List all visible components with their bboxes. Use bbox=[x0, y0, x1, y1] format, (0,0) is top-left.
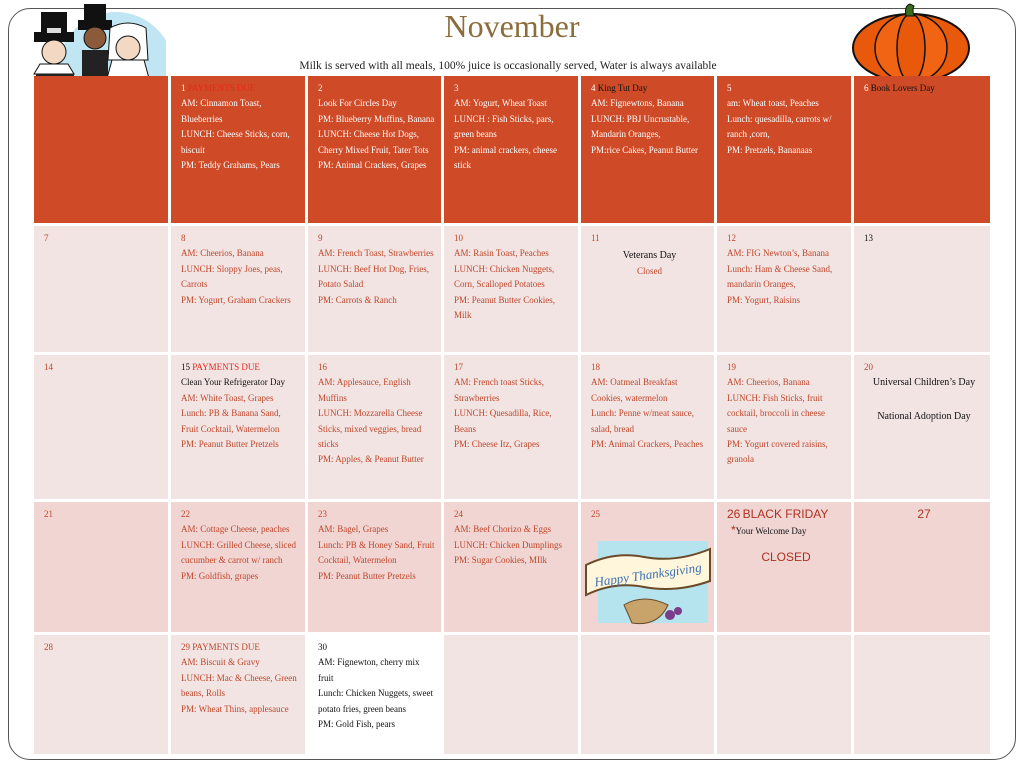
menu-lunch: Lunch: quesadilla, carrots w/ ranch ,corn, bbox=[727, 113, 832, 140]
menu-am: AM: Cheerios, Banana bbox=[181, 248, 264, 259]
calendar-day-empty bbox=[581, 635, 717, 757]
menu-pm: PM: Peanut Butter Pretzels bbox=[318, 570, 416, 581]
menu-pm: PM: Goldfish, grapes bbox=[181, 570, 259, 581]
menu-am: AM: Beef Chorizo & Eggs bbox=[454, 524, 551, 535]
menu-am: AM: French Toast, Strawberries bbox=[318, 248, 434, 259]
day-number: 9 bbox=[318, 233, 323, 243]
banner-text: Happy Thanksgiving bbox=[593, 559, 703, 590]
page-title: November bbox=[444, 8, 580, 44]
calendar-day-10 bbox=[444, 226, 581, 355]
day-number: 25 bbox=[591, 509, 600, 519]
menu-am: AM: Fignewton, cherry mix fruit bbox=[318, 657, 420, 683]
menu-lunch: LUNCH: Fish Sticks, fruit cocktail, broccoli in cheese sauce bbox=[727, 392, 825, 434]
calendar-day-22 bbox=[171, 502, 308, 635]
menu-am: AM: Rasin Toast, Peaches bbox=[454, 248, 549, 259]
calendar-day-21 bbox=[34, 502, 171, 635]
menu-am: AM: Cheerios, Banana bbox=[727, 377, 810, 388]
day-number: 19 bbox=[727, 362, 736, 372]
event-label-2: National Adoption Day bbox=[877, 410, 971, 422]
menu-pm: PM: Apples, & Peanut Butter bbox=[318, 454, 424, 465]
calendar-day-24 bbox=[444, 502, 581, 635]
day-number: 14 bbox=[44, 362, 53, 372]
day-number: 28 bbox=[44, 642, 53, 652]
day-number: 8 bbox=[181, 233, 186, 243]
day-number: 12 bbox=[727, 233, 736, 243]
calendar-day-18 bbox=[581, 355, 717, 502]
menu-lunch: Lunch: Chicken Nuggets, sweet potato fries, green beans bbox=[318, 688, 433, 714]
menu-lunch: LUNCH : Fish Sticks, pars, green beans bbox=[454, 113, 554, 140]
menu-am: am: Wheat toast, Peaches bbox=[727, 98, 819, 109]
calendar-day-8 bbox=[171, 226, 308, 355]
day-number: 15 bbox=[181, 362, 190, 372]
menu-lunch: LUNCH: Mac & Cheese, Green beans, Rolls bbox=[181, 672, 297, 699]
menu-am: AM: Bagel, Grapes bbox=[318, 524, 389, 535]
calendar-day-13 bbox=[854, 226, 990, 355]
payments-due-label: PAYMENTS DUE bbox=[192, 362, 260, 372]
menu-am: AM: Yogurt, Wheat Toast bbox=[454, 98, 547, 109]
payments-due-label: PAYMENTS DUE bbox=[187, 83, 256, 93]
day-number: 6 bbox=[864, 83, 869, 93]
calendar-day-19 bbox=[717, 355, 854, 502]
menu-am: AM: White Toast, Grapes bbox=[181, 392, 274, 403]
calendar-day-7 bbox=[34, 226, 171, 355]
day-number: 16 bbox=[318, 362, 327, 372]
menu-pm: PM: Carrots & Ranch bbox=[318, 294, 397, 305]
star-icon: * bbox=[731, 523, 736, 538]
day-number: 2 bbox=[318, 83, 323, 93]
black-friday-label: BLACK FRIDAY bbox=[742, 507, 829, 521]
menu-am: AM: Biscuit & Gravy bbox=[181, 657, 260, 668]
menu-pm: PM: Teddy Grahams, Pears bbox=[181, 160, 280, 171]
event-label: Book Lovers Day bbox=[870, 83, 935, 93]
calendar-day-28 bbox=[34, 635, 171, 757]
menu-am: AM: Oatmeal Breakfast Cookies, watermelon bbox=[591, 377, 678, 403]
closed-note: CLOSED bbox=[761, 549, 811, 564]
menu-pm: PM: Gold Fish, pears bbox=[318, 719, 396, 730]
calendar-day-9 bbox=[308, 226, 444, 355]
menu-am: PM: Blueberry Muffins, Banana bbox=[318, 113, 435, 124]
day-number: 1 bbox=[181, 83, 186, 93]
day-number: 24 bbox=[454, 509, 463, 519]
menu-am: AM: French toast Sticks, Strawberries bbox=[454, 377, 544, 403]
menu-lunch: LUNCH: Cheese Hot Dogs, Cherry Mixed Fruit, Tater Tots bbox=[318, 129, 429, 155]
calendar-day-5 bbox=[717, 76, 854, 226]
day-number: 23 bbox=[318, 509, 327, 519]
menu-pm: PM: Animal Crackers, Grapes bbox=[318, 160, 427, 171]
menu-am: AM: Applesauce, English Muffins bbox=[318, 377, 411, 403]
calendar-day-12 bbox=[717, 226, 854, 355]
menu-pm: PM: Animal Crackers, Peaches bbox=[591, 439, 703, 450]
day-number: 7 bbox=[44, 233, 49, 243]
calendar-day-29 bbox=[171, 635, 308, 757]
menu-lunch: LUNCH: Mozzarella Cheese Sticks, mixed veggies, bread sticks bbox=[318, 408, 423, 450]
day-number: 27 bbox=[917, 507, 931, 521]
menu-lunch: LUNCH: Chicken Dumplings bbox=[454, 539, 562, 550]
menu-lunch: LUNCH: Sloppy Joes, peas, Carrots bbox=[181, 263, 283, 290]
day-number: 11 bbox=[591, 233, 600, 243]
day-number: 18 bbox=[591, 362, 600, 372]
day-number: 22 bbox=[181, 509, 190, 519]
day-number: 26 bbox=[727, 507, 741, 521]
event-label: Universal Children’s Day bbox=[872, 377, 976, 389]
calendar-day-empty bbox=[717, 635, 854, 757]
calendar-grid bbox=[34, 76, 990, 757]
menu-pm: PM: Yogurt, Graham Crackers bbox=[181, 294, 291, 305]
calendar-day-1 bbox=[171, 76, 308, 226]
menu-am: AM: FIG Newton’s, Banana bbox=[727, 248, 829, 259]
event-label: Veterans Day bbox=[622, 250, 677, 262]
day-number: 17 bbox=[454, 362, 463, 372]
menu-am: AM: Fignewtons, Banana bbox=[591, 98, 684, 109]
day-number: 4 bbox=[591, 83, 596, 93]
menu-pm: PM: Sugar Cookies, MIlk bbox=[454, 555, 548, 566]
day-number: 5 bbox=[727, 83, 732, 93]
calendar-day-26 bbox=[717, 502, 854, 635]
day-number: 30 bbox=[318, 642, 327, 652]
calendar-day-empty bbox=[34, 76, 171, 226]
day-number: 20 bbox=[864, 362, 873, 372]
menu-lunch: LUNCH: Quesadilla, Rice, Beans bbox=[454, 408, 552, 434]
event-label: King Tut Day bbox=[597, 83, 648, 93]
menu-am: AM: Cinnamon Toast, Blueberries bbox=[181, 98, 262, 124]
closed-note: Closed bbox=[636, 265, 662, 276]
menu-pm: PM: Pretzels, Bananaas bbox=[727, 144, 813, 155]
menu-pm: PM: Wheat Thins, applesauce bbox=[181, 703, 289, 714]
calendar-day-20 bbox=[854, 355, 990, 502]
calendar-day-3 bbox=[444, 76, 581, 226]
day-number: 21 bbox=[44, 509, 53, 519]
menu-pm: PM: Cheese Itz, Grapes bbox=[454, 439, 540, 450]
menu-pm: PM: animal crackers, cheese stick bbox=[454, 144, 557, 171]
calendar-week-4 bbox=[34, 502, 990, 635]
menu-pm: PM: Peanut Butter Pretzels bbox=[181, 439, 279, 450]
menu-lunch: LUNCH: Cheese Sticks, corn, biscuit bbox=[181, 129, 290, 155]
calendar-day-27 bbox=[854, 502, 990, 635]
event-label: Your Welcome Day bbox=[735, 526, 807, 537]
menu-pm: PM: Yogurt covered raisins, granola bbox=[727, 439, 828, 465]
menu-lunch: Lunch: Ham & Cheese Sand, mandarin Oranges, bbox=[727, 263, 833, 290]
menu-lunch: LUNCH: Chicken Nuggets, Corn, Scalloped Potatoes bbox=[454, 263, 555, 290]
menu-lunch: LUNCH: Grilled Cheese, sliced cucumber & carrot w/ ranch bbox=[181, 539, 296, 566]
calendar-day-4 bbox=[581, 76, 717, 226]
menu-pm: PM: Yogurt, Raisins bbox=[727, 294, 801, 305]
menu-pm: PM:rice Cakes, Peanut Butter bbox=[591, 144, 698, 155]
calendar-day-11 bbox=[581, 226, 717, 355]
day-number: 10 bbox=[454, 233, 463, 243]
calendar-day-14 bbox=[34, 355, 171, 502]
menu-lunch: Lunch: PB & Banana Sand, Fruit Cocktail, Watermelon bbox=[181, 408, 281, 434]
calendar-week-5 bbox=[34, 635, 990, 757]
menu-lunch: Lunch: Penne w/meat sauce, salad, bread bbox=[591, 408, 694, 434]
calendar-day-30 bbox=[308, 635, 444, 757]
calendar-day-6 bbox=[854, 76, 990, 226]
menu-lunch: LUNCH: PBJ Uncrustable, Mandarin Oranges, bbox=[591, 113, 690, 140]
happy-thanksgiving-clipart bbox=[584, 535, 712, 631]
menu-pm: PM: Peanut Butter Cookies, Milk bbox=[454, 294, 555, 321]
calendar-day-empty bbox=[854, 635, 990, 757]
page-subtitle: Milk is served with all meals, 100% juice is occasionally served, Water is always available bbox=[299, 60, 717, 72]
menu-lunch: Lunch: PB & Honey Sand, Fruit Cocktail, Watermelon bbox=[318, 539, 435, 566]
calendar-day-empty bbox=[444, 635, 581, 757]
day-number: 13 bbox=[864, 233, 873, 243]
payments-due-label: PAYMENTS DUE bbox=[192, 642, 260, 652]
calendar-week-3 bbox=[34, 355, 990, 502]
calendar-week-1 bbox=[34, 76, 990, 226]
calendar-day-2 bbox=[308, 76, 444, 226]
calendar-week-2 bbox=[34, 226, 990, 355]
calendar-day-16 bbox=[308, 355, 444, 502]
calendar-day-23 bbox=[308, 502, 444, 635]
calendar-day-15 bbox=[171, 355, 308, 502]
event-label: Clean Your Refrigerator Day bbox=[181, 377, 285, 388]
day-number: 3 bbox=[454, 83, 459, 93]
calendar-day-17 bbox=[444, 355, 581, 502]
menu-lunch: LUNCH: Beef Hot Dog, Fries, Potato Salad bbox=[318, 263, 429, 290]
event-label: Look For Circles Day bbox=[318, 98, 397, 109]
menu-am: AM: Cottage Cheese, peaches bbox=[181, 524, 290, 535]
day-number: 29 bbox=[181, 642, 190, 652]
